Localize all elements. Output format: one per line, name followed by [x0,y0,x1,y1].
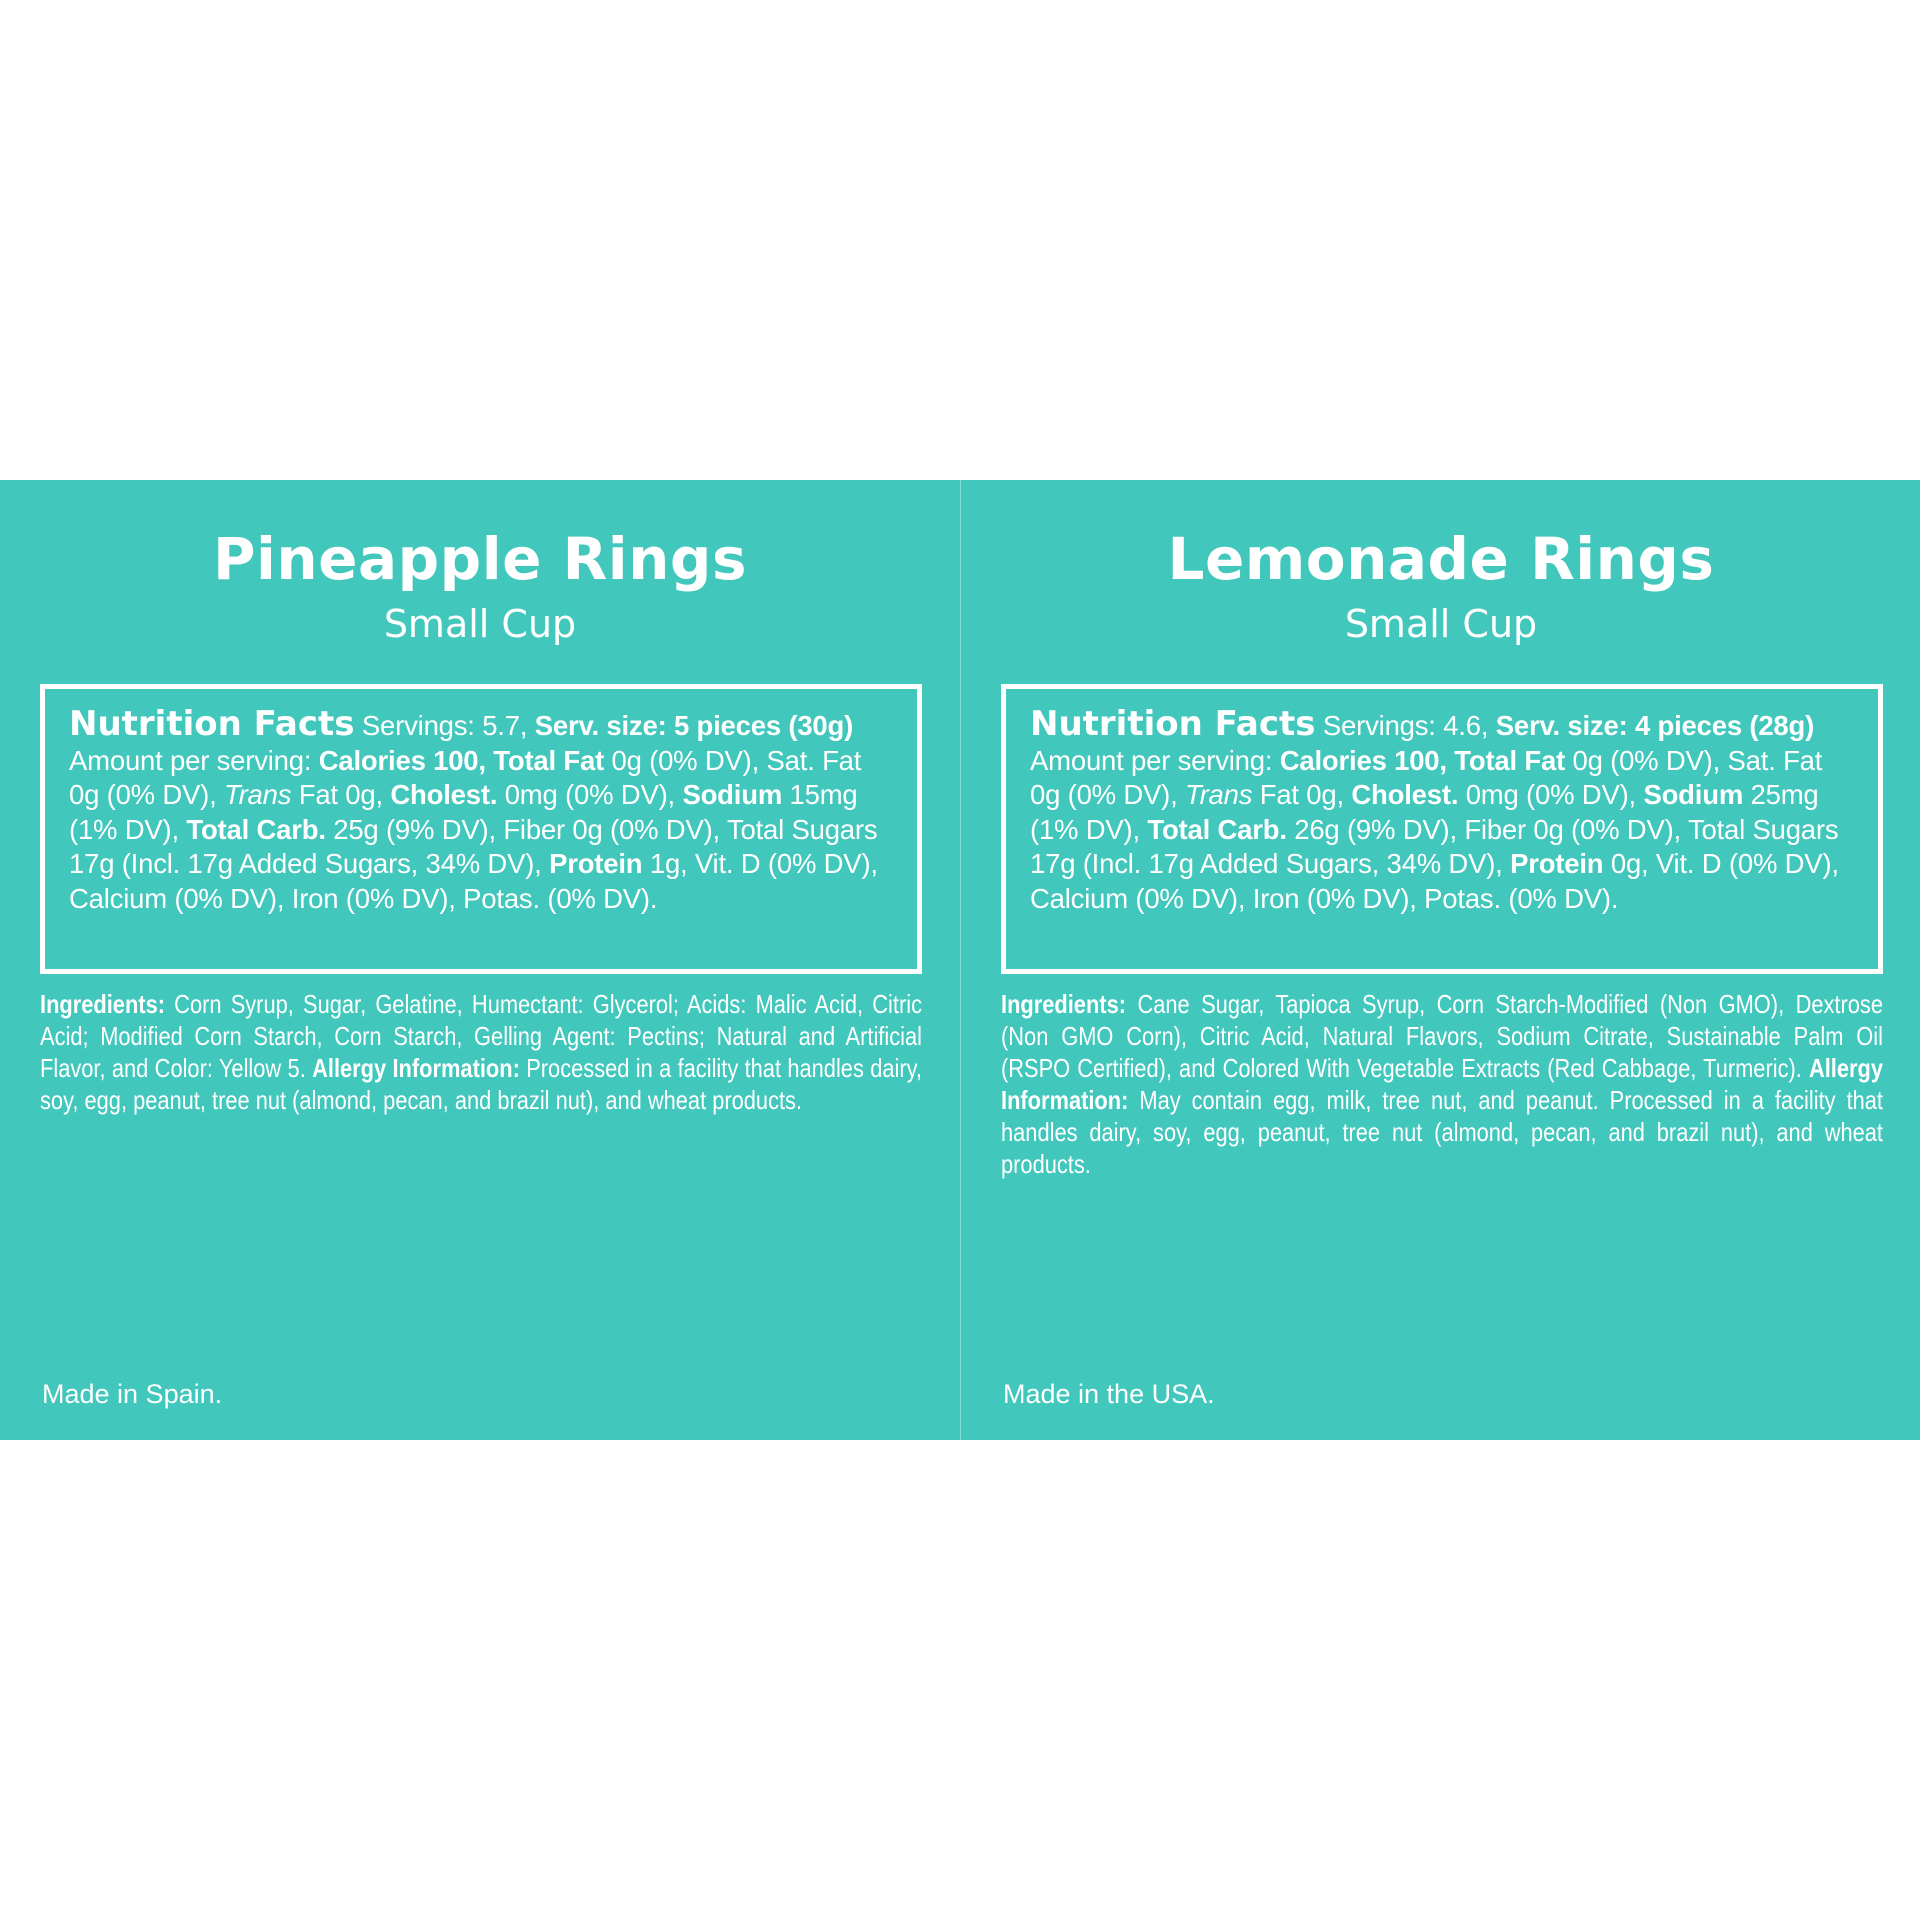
label-band [0,480,1920,1440]
product-size: Small Cup [383,602,577,646]
trans-label: Trans [224,779,292,810]
protein-label: Protein [1510,848,1604,879]
total-carb-label: Total Carb. [186,813,326,845]
sodium-value: 25mg (1% DV), [1030,779,1819,845]
sodium-value: 15mg (1% DV), [69,779,858,845]
total-fat-label: Total Fat [493,744,605,776]
allergy-label: Allergy Information: [1001,1053,1883,1115]
ingredients-text [1001,988,1883,1180]
allergy-text: May contain egg, milk, tree nut, and peanut. Processed in a facility that handles dairy, soy, egg, peanut, tree nut (almond, pecan, and brazil nut), and wheat products. [1001,1085,1883,1179]
nutrition-facts-box [1001,684,1883,974]
servings-label: Servings: [1315,710,1444,741]
calories-value: 100 [1394,744,1440,776]
comma-sep: , [519,710,535,741]
nutrition-facts-heading: Nutrition Facts [69,704,355,744]
amount-label: Amount per serving: [69,744,319,776]
serv-size-label: Serv. size: [534,710,674,741]
ingredients-label: Ingredients: [40,989,165,1019]
serv-size-label: Serv. size: [1495,710,1635,741]
product-panel-lemonade [960,480,1920,1440]
allergy-text: Processed in a facility that handles dairy, soy, egg, peanut, tree nut (almond, pecan, and brazil nut), and wheat products. [40,1053,922,1115]
servings-label: Servings: [354,710,483,741]
calories-label: Calories [1279,744,1395,776]
comma-sep: , [478,744,494,776]
trans-fat-value: Fat 0g, [1252,779,1352,810]
serv-size-value: 5 pieces (30g) [673,710,854,741]
product-panel-pineapple [0,480,960,1440]
total-fat-value: 0g (0% DV), [1565,744,1728,776]
sat-fat-value: Sat. Fat 0g (0% DV), [1030,744,1823,810]
trans-label: Trans [1185,779,1253,810]
ingredients-label: Ingredients: [1001,989,1126,1019]
nutrition-facts-box [40,684,922,974]
ingredients-text [40,988,922,1116]
nutrition-facts-heading: Nutrition Facts [1030,704,1316,744]
protein-value: 1g, Vit. D (0% DV), Calcium (0% DV), Iron (0% DV), Potas. (0% DV). [69,848,878,914]
total-fat-value: 0g (0% DV), [604,744,767,776]
protein-value: 0g, Vit. D (0% DV), Calcium (0% DV), Iron (0% DV), Potas. (0% DV). [1030,848,1839,914]
sodium-label: Sodium [682,779,783,810]
protein-label: Protein [549,848,643,879]
total-fat-label: Total Fat [1454,744,1566,776]
country-of-origin: Made in the USA. [1003,1379,1215,1409]
product-title: Pineapple Rings [213,525,747,593]
servings-value: 4.6 [1443,710,1481,741]
product-size: Small Cup [1344,602,1538,646]
cholest-value: 0mg (0% DV), [497,779,683,810]
sat-fat-value: Sat. Fat 0g (0% DV), [69,744,862,810]
ingredients-list: Corn Syrup, Sugar, Gelatine, Humectant: Glycerol; Acids: Malic Acid, Citric Acid; Modified Corn Starch, Corn Starch, Gelling Agent: Pectins; Natural and Artificial Flavor, and Color: Yellow 5. [40,989,922,1083]
country-of-origin: Made in Spain. [42,1379,223,1409]
servings-value: 5.7 [482,710,520,741]
ingredients-list: Cane Sugar, Tapioca Syrup, Corn Starch-Modified (Non GMO), Dextrose (Non GMO Corn), Citric Acid, Natural Flavors, Sodium Citrate, Sustainable Palm Oil (RSPO Certified), and Colored With Vegetable Extracts (Red Cabbage, Turmeric). [1001,989,1883,1083]
total-carb-value: 26g (9% DV), Fiber 0g (0% DV), Total Sugars 17g (Incl. 17g Added Sugars, 34% DV), [1030,813,1839,879]
cholest-label: Cholest. [1351,779,1459,810]
sodium-label: Sodium [1643,779,1744,810]
total-carb-label: Total Carb. [1147,813,1287,845]
calories-value: 100 [433,744,479,776]
cholest-label: Cholest. [390,779,498,810]
total-carb-value: 25g (9% DV), Fiber 0g (0% DV), Total Sugars 17g (Incl. 17g Added Sugars, 34% DV), [69,813,878,879]
trans-fat-value: Fat 0g, [291,779,391,810]
comma-sep: , [1439,744,1455,776]
allergy-label: Allergy Information: [312,1053,520,1083]
calories-label: Calories [318,744,434,776]
amount-label: Amount per serving: [1030,744,1280,776]
serv-size-value: 4 pieces (28g) [1634,710,1815,741]
comma-sep: , [1480,710,1496,741]
cholest-value: 0mg (0% DV), [1458,779,1644,810]
product-title: Lemonade Rings [1167,525,1715,593]
